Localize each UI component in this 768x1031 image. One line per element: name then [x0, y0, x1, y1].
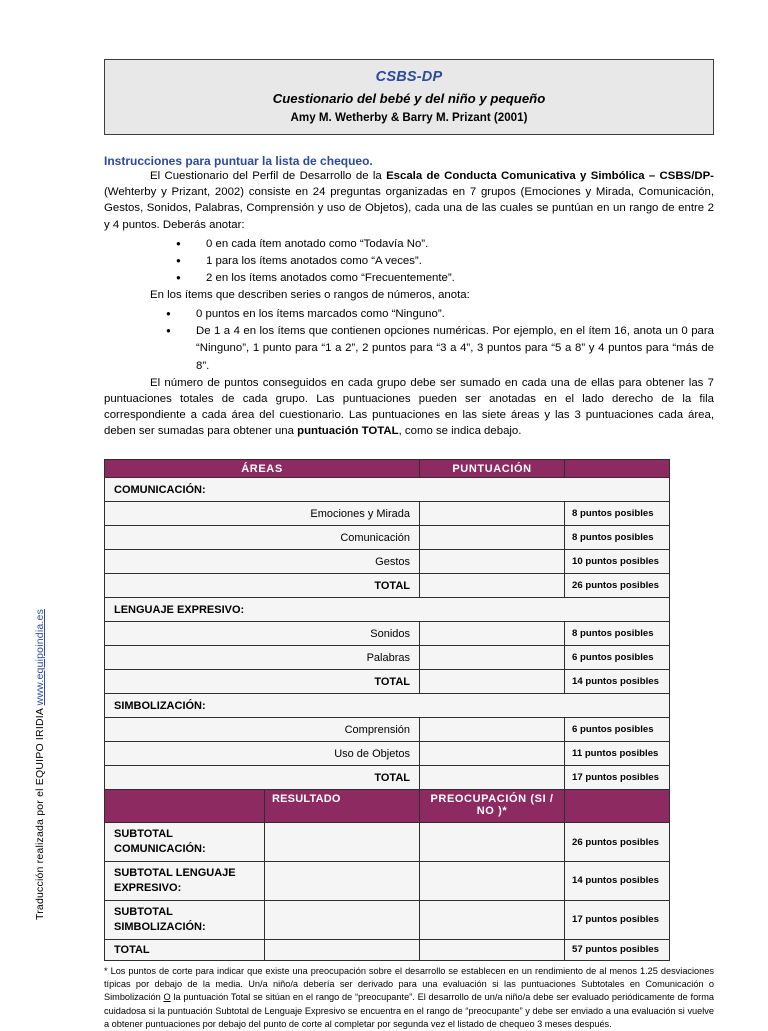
instructions-paragraph-3	[104, 375, 714, 440]
subtotal-points: 57 puntos posibles	[565, 939, 670, 961]
table-row	[105, 526, 670, 550]
table-row	[105, 718, 670, 742]
row-points: 8 puntos posibles	[565, 622, 670, 646]
subtotal-points: 26 puntos posibles	[565, 823, 670, 862]
paragraph-3-bold: puntuación TOTAL	[297, 425, 399, 438]
row-label: Comprensión	[105, 718, 420, 742]
table-row	[105, 502, 670, 526]
page-title: CSBS-DP	[375, 69, 443, 85]
row-label: Emociones y Mirada	[105, 502, 420, 526]
column-header-preocupacion: PREOCUPACIÓN (SI / NO )*	[420, 790, 565, 823]
table-row	[105, 550, 670, 574]
row-points: 14 puntos posibles	[565, 670, 670, 694]
subtotal-points: 17 puntos posibles	[565, 900, 670, 939]
row-label: Sonidos	[105, 622, 420, 646]
resultado-input-cell[interactable]	[265, 823, 420, 862]
score-input-cell[interactable]	[420, 718, 565, 742]
row-label: Comunicación	[105, 526, 420, 550]
list-item: ● 0 puntos en los ítems marcados como “Ninguno”.	[166, 306, 714, 323]
page-authors: Amy M. Wetherby & Barry M. Prizant (2001)	[290, 111, 528, 124]
row-label-total: TOTAL	[105, 766, 420, 790]
score-input-cell[interactable]	[420, 766, 565, 790]
instructions-paragraph-2: En los ítems que describen series o rangos de números, anota:	[150, 289, 470, 302]
row-points: 10 puntos posibles	[565, 550, 670, 574]
table-row	[105, 574, 670, 598]
column-header-blank	[565, 460, 670, 478]
row-label-total: TOTAL	[105, 670, 420, 694]
table-group-row	[105, 694, 670, 718]
column-header-puntuacion: PUNTUACIÓN	[420, 460, 565, 478]
table-header-row	[105, 460, 670, 478]
subtotal-label-total: TOTAL	[105, 939, 265, 961]
score-input-cell[interactable]	[420, 670, 565, 694]
title-box	[104, 59, 714, 135]
score-input-cell[interactable]	[420, 574, 565, 598]
score-input-cell[interactable]	[420, 502, 565, 526]
table-row	[105, 646, 670, 670]
row-points: 17 puntos posibles	[565, 766, 670, 790]
row-points: 26 puntos posibles	[565, 574, 670, 598]
preocupacion-input-cell[interactable]	[420, 939, 565, 961]
table-row	[105, 823, 670, 862]
row-points: 8 puntos posibles	[565, 526, 670, 550]
side-credit-link[interactable]: www.equipoindia.es	[34, 608, 46, 706]
list-item: ● 0 en cada ítem anotado como “Todavía No”.	[176, 236, 714, 253]
list-item: ● De 1 a 4 en los ítems que contienen opciones numéricas. Por ejemplo, en el ítem 16, anota un 0 para “Ninguno”, 1 punto para “1 a 2”, 2 puntos para “3 a 4”, 3 puntos para “5 a 8” y 4 puntos para “más de 8”.	[166, 323, 714, 374]
paragraph-1-text-a: El Cuestionario del Perfil de Desarrollo de la	[150, 170, 387, 182]
score-input-cell[interactable]	[420, 742, 565, 766]
column-header-areas: ÁREAS	[105, 460, 420, 478]
preocupacion-input-cell[interactable]	[420, 823, 565, 862]
side-credit-text	[34, 320, 46, 920]
paragraph-3-text-a: El número de puntos conseguidos en cada grupo debe ser sumado en cada una de ellas para obtener las 7 puntuaciones totales de cada grupo. Las puntuaciones pueden ser anotadas en el lado derecho de la fila correspondiente a cada área del cuestionario. Las puntuaciones en las siete áreas y las 3 puntuaciones cada área, deben ser sumadas para obtener una	[104, 376, 714, 438]
score-input-cell[interactable]	[420, 550, 565, 574]
subtotal-points: 14 puntos posibles	[565, 862, 670, 901]
subtotal-label: SUBTOTAL COMUNICACIÓN:	[105, 823, 265, 862]
list-item: ● 2 en los ítems anotados como “Frecuentemente”.	[176, 270, 714, 287]
table-group-row	[105, 598, 670, 622]
subheader-blank	[105, 790, 265, 823]
table-row	[105, 862, 670, 901]
page-subtitle: Cuestionario del bebé y del niño y pequeño	[272, 91, 546, 106]
row-points: 6 puntos posibles	[565, 646, 670, 670]
group-label-simbolizacion: SIMBOLIZACIÓN:	[105, 694, 670, 718]
preocupacion-input-cell[interactable]	[420, 862, 565, 901]
table-group-row	[105, 478, 670, 502]
paragraph-1-bold: Escala de Conducta Comunicativa y Simbólica – CSBS/DP-	[386, 170, 714, 182]
resultado-input-cell[interactable]	[265, 939, 420, 961]
bullet-list-2	[104, 306, 714, 374]
instructions-heading: Instrucciones para puntuar la lista de chequeo.	[104, 154, 373, 168]
score-input-cell[interactable]	[420, 622, 565, 646]
row-points: 6 puntos posibles	[565, 718, 670, 742]
side-credit-prefix: Traducción realizada por el EQUIPO IRIDIA	[34, 705, 46, 920]
table-subheader-row	[105, 790, 670, 823]
row-label: Uso de Objetos	[105, 742, 420, 766]
scoring-table	[104, 459, 670, 961]
footnote-text-b: la puntuación Total se sitúan en el rango de “preocupante”. El desarrollo de un/a niño/a debe ser evaluado periódicamente de forma cuidadosa si la puntuación Subtotal de Lenguaje Expresivo se encuentra en el rango de “preocupante” y debe ser enviado a una evaluación si vuelve a obtener puntuaciones por debajo del punto de corte al completar por segunda vez el listado de chequeo 3 meses después.	[104, 992, 714, 1029]
table-row	[105, 766, 670, 790]
subtotal-label: SUBTOTAL LENGUAJE EXPRESIVO:	[105, 862, 265, 901]
group-label-lenguaje-expresivo: LENGUAJE EXPRESIVO:	[105, 598, 670, 622]
footnote-underlined: O	[163, 992, 171, 1003]
row-points: 8 puntos posibles	[565, 502, 670, 526]
table-row	[105, 622, 670, 646]
score-input-cell[interactable]	[420, 646, 565, 670]
subheader-blank-2	[565, 790, 670, 823]
resultado-input-cell[interactable]	[265, 900, 420, 939]
paragraph-3-text-b: , como se indica debajo.	[398, 425, 522, 438]
row-label: Gestos	[105, 550, 420, 574]
bullet-list-1	[104, 236, 714, 287]
page-content	[104, 0, 714, 1031]
list-item: ● 1 para los ítems anotados como “A veces”.	[176, 253, 714, 270]
row-label-total: TOTAL	[105, 574, 420, 598]
table-row	[105, 742, 670, 766]
resultado-input-cell[interactable]	[265, 862, 420, 901]
table-row	[105, 670, 670, 694]
instructions-paragraph-1	[104, 168, 714, 233]
side-credit-watermark	[0, 0, 78, 1024]
score-input-cell[interactable]	[420, 526, 565, 550]
subtotal-label: SUBTOTAL SIMBOLIZACIÓN:	[105, 900, 265, 939]
group-label-comunicacion: COMUNICACIÓN:	[105, 478, 670, 502]
row-points: 11 puntos posibles	[565, 742, 670, 766]
footnote-text-a: * Los puntos de corte para indicar que existe una preocupación sobre el desarrollo se establecen en un rendimiento de al menos 1.25 desviaciones típicas por debajo de la media. Un/a niño/a debería ser derivado para una evaluación si las puntuaciones Subtotales en Comunicación o Simbolización	[104, 966, 714, 1003]
preocupacion-input-cell[interactable]	[420, 900, 565, 939]
row-label: Palabras	[105, 646, 420, 670]
table-row	[105, 900, 670, 939]
footnote	[104, 965, 714, 1030]
paragraph-1-text-b: (Wehterby y Prizant, 2002) consiste en 24 preguntas organizadas en 7 grupos (Emociones y Mirada, Comunicación, Gestos, Sonidos, Palabras, Comprensión y uso de Objetos), cada una de las cuales se puntúan en un rango de entre 2 y 4 puntos. Deberás anotar:	[104, 186, 714, 231]
column-header-resultado: RESULTADO	[265, 790, 420, 823]
table-row	[105, 939, 670, 961]
